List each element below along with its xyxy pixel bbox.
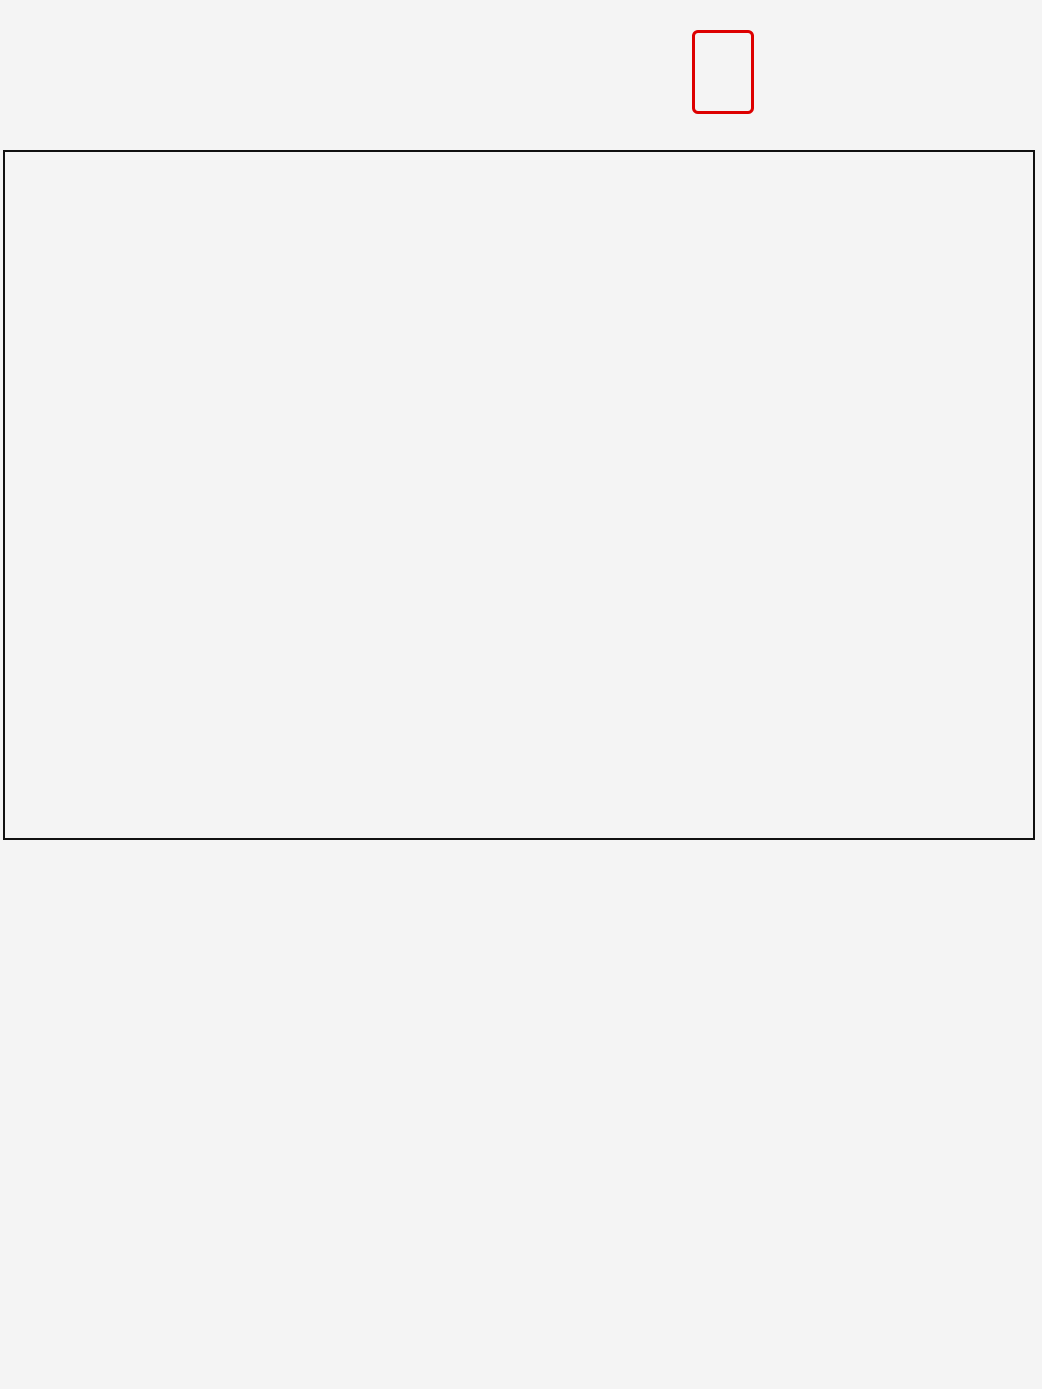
- chart-grid: [3, 150, 1035, 840]
- seal-stamp: [692, 30, 754, 114]
